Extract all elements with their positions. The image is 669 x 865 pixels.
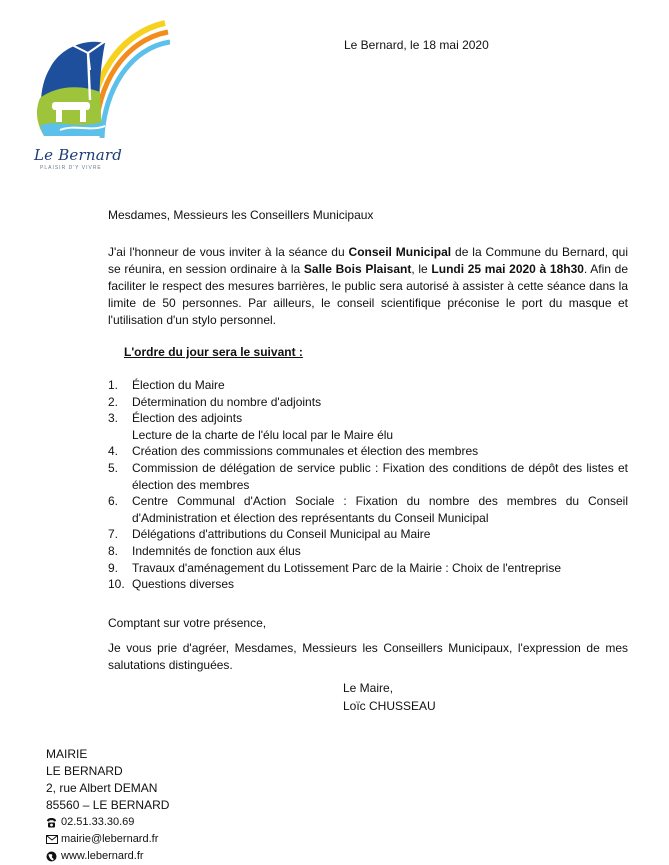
letter-date: Le Bernard, le 18 mai 2020 bbox=[344, 38, 489, 52]
address-line-commune: LE BERNARD bbox=[46, 764, 123, 778]
salutation: Mesdames, Messieurs les Conseillers Municipaux bbox=[108, 208, 374, 222]
agenda-item: 9. Travaux d'aménagement du Lotissement Parc de la Mairie : Choix de l'entreprise bbox=[108, 560, 562, 575]
mail-icon bbox=[46, 835, 61, 844]
agenda-item-continuation: Lecture de la charte de l'élu local par le Maire élu bbox=[132, 427, 394, 442]
web-row bbox=[46, 848, 169, 865]
commune-logo bbox=[30, 18, 170, 188]
agenda-item: 6. Centre Communal d'Action Sociale : Fixation du nombre des membres du Conseil d'Administration et élection des représentants du Conseil Municipal bbox=[108, 494, 628, 525]
agenda-item: 1. Élection du Maire bbox=[108, 378, 225, 392]
intro-paragraph: J'ai l'honneur de vous inviter à la séance du Conseil Municipal de la Commune du Bernard, qui se réunira, en session ordinaire à la Salle Bois Plaisant, le Lundi 25 mai 2020 à 18h30. Afin de faciliter le respect des mesures barrières, le public sera autorisé à assister à cette séance dans la limite de 50 personnes. Par ailleurs, le conseil scientifique préconise le port du masque et l'utilisation d'un stylo personnel. bbox=[108, 245, 628, 327]
phone-number: 02.51.33.30.69 bbox=[61, 816, 135, 828]
agenda-title: L'ordre du jour sera le suivant : bbox=[124, 345, 303, 359]
council-name: Conseil Municipal bbox=[348, 245, 452, 259]
address-street: 2, rue Albert DEMAN bbox=[46, 781, 158, 795]
phone-row bbox=[46, 814, 169, 831]
agenda-item: 5. Commission de délégation de service public : Fixation des conditions de dépôt des listes et élection des membres bbox=[108, 460, 628, 492]
agenda-item: 7. Délégations d'attributions du Conseil Municipal au Maire bbox=[108, 527, 431, 542]
signature-name: Loïc CHUSSEAU bbox=[343, 699, 436, 713]
closing-line: Comptant sur votre présence, bbox=[108, 616, 267, 630]
address-block bbox=[46, 746, 169, 865]
logo-tagline: PLAISIR D'Y VIVRE bbox=[40, 165, 102, 171]
email-link[interactable]: mairie@lebernard.fr bbox=[61, 833, 159, 845]
agenda-item: 8. Indemnités de fonction aux élus bbox=[108, 543, 301, 558]
phone-icon bbox=[46, 818, 61, 828]
signature-role: Le Maire, bbox=[343, 681, 394, 695]
address-line-mairie: MAIRIE bbox=[46, 747, 88, 761]
email-row bbox=[46, 831, 169, 848]
globe-icon bbox=[46, 851, 61, 862]
agenda-item: 10. Questions diverses bbox=[108, 577, 235, 592]
address-city: 85560 – LE BERNARD bbox=[46, 798, 170, 812]
website-link[interactable]: www.lebernard.fr bbox=[61, 850, 144, 862]
venue-name: Salle Bois Plaisant bbox=[303, 262, 412, 276]
agenda-list bbox=[108, 377, 628, 593]
logo-name: Le Bernard bbox=[34, 146, 123, 164]
agenda-item: 2. Détermination du nombre d'adjoints bbox=[108, 394, 322, 409]
agenda-item: 4. Création des commissions communales et élection des membres bbox=[108, 444, 479, 459]
agenda-item: 3. Élection des adjoints bbox=[108, 411, 243, 426]
logo-emblem bbox=[30, 18, 170, 148]
regards-paragraph: Je vous prie d'agréer, Mesdames, Messieurs les Conseillers Municipaux, l'expression de mes salutations distinguées. bbox=[108, 641, 628, 672]
meeting-date: Lundi 25 mai 2020 à 18h30 bbox=[431, 262, 584, 276]
signature-block bbox=[343, 679, 436, 715]
